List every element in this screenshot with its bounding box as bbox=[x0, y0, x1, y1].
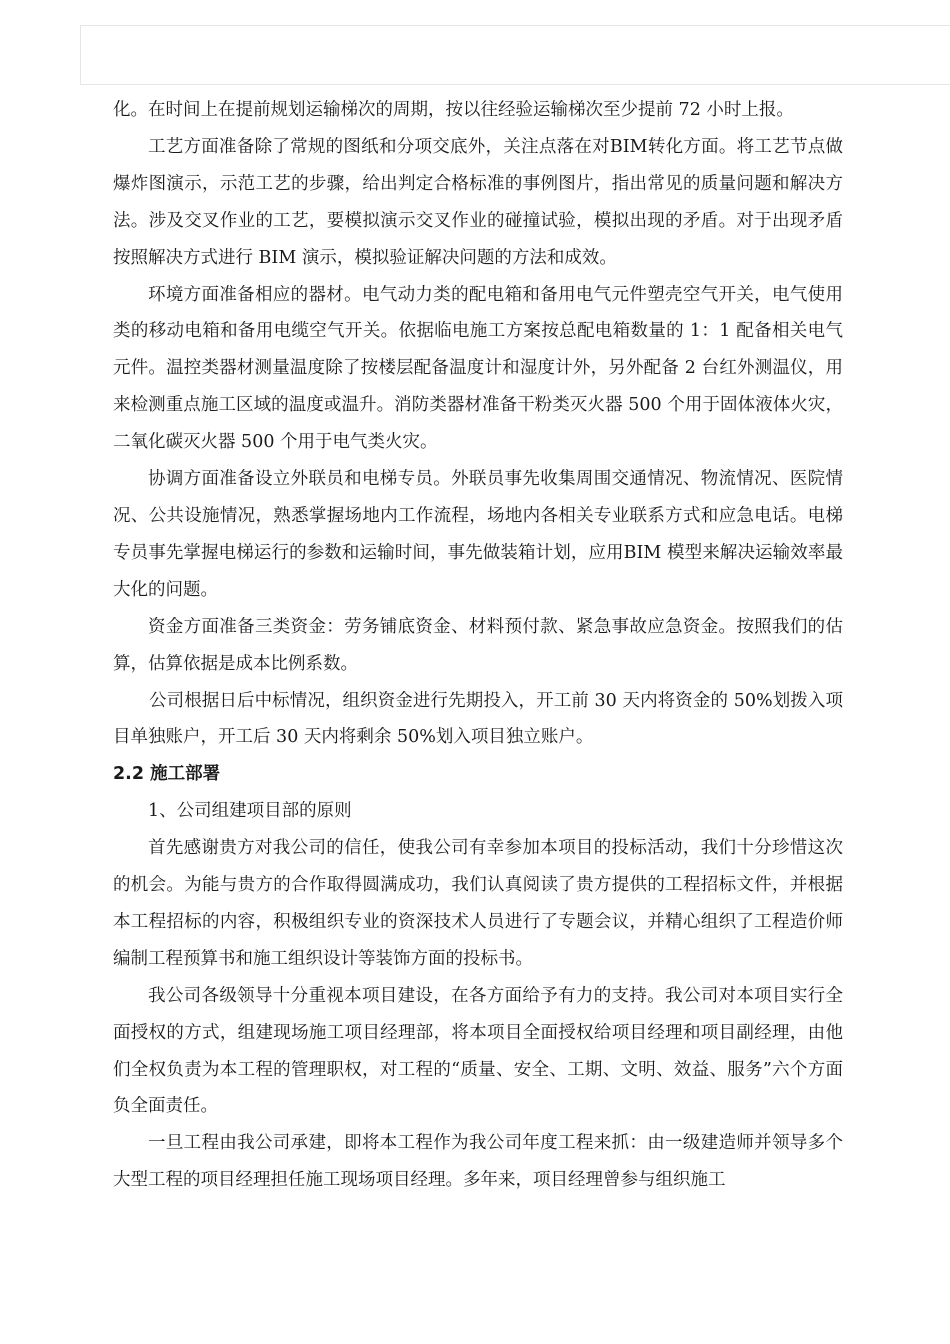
paragraph-leadership: 我公司各级领导十分重视本项目建设，在各方面给予有力的支持。我公司对本项目实行全面授权的方式，组建现场施工项目经理部，将本项目全面授权给项目经理和项目副经理，由他们全权负责为本工程的管理职权，对工程的“质量、安全、工期、文明、效益、服务”六个方面负全面责任。 bbox=[113, 985, 843, 1117]
paragraph-coordination-prep: 协调方面准备设立外联员和电梯专员。外联员事先收集周围交通情况、物流情况、医院情况、公共设施情况，熟悉掌握场地内工作流程，场地内各相关专业联系方式和应急电话。电梯专员事先掌握电梯运行的参数和运输时间，事先做装箱计划，应用BIM 模型来解决运输效率最大化的问题。 bbox=[113, 469, 843, 600]
paragraph-continuation: 化。在时间上在提前规划运输梯次的周期，按以往经验运输梯次至少提前 72 小时上报。 bbox=[113, 100, 794, 120]
paragraph-funding-investment: 公司根据日后中标情况，组织资金进行先期投入，开工前 30 天内将资金的 50%划拨入项目单独账户，开工后 30 天内将剩余 50%划入项目独立账户。 bbox=[113, 690, 843, 748]
paragraph-gratitude: 首先感谢贵方对我公司的信任，使我公司有幸参加本项目的投标活动，我们十分珍惜这次的机会。为能与贵方的合作取得圆满成功，我们认真阅读了贵方提供的工程招标文件，并根据本工程招标的内容，积极组织专业的资深技术人员进行了专题会议，并精心组织了工程造价师编制工程预算书和施工组织设计等装饰方面的投标书。 bbox=[113, 838, 843, 969]
section-heading: 2.2 施工部署 bbox=[113, 764, 221, 785]
subsection-title: 1、公司组建项目部的原则 bbox=[148, 801, 352, 822]
paragraph-undertaking: 一旦工程由我公司承建，即将本工程作为我公司年度工程来抓：由一级建造师并领导多个大型工程的项目经理担任施工现场项目经理。多年来，项目经理曾参与组织施工 bbox=[113, 1133, 843, 1191]
page-header-box bbox=[80, 25, 950, 85]
paragraph-environment-prep: 环境方面准备相应的器材。电气动力类的配电箱和备用电气元件塑壳空气开关，电气使用类的移动电箱和备用电缆空气开关。依据临电施工方案按总配电箱数量的 1：1 配备相关电气元件。温控类器材测量温度除了按楼层配备温度计和湿度计外，另外配备 2 台红外测温仪，用来检测重点施工区域的温度或温升。消防类器材准备干粉类灭火器 500 个用于固体液体火灾，二氧化碳灭火器 500 个用于电气类火灾。 bbox=[113, 284, 843, 453]
paragraph-funding-prep: 资金方面准备三类资金：劳务铺底资金、材料预付款、紧急事故应急资金。按照我们的估算，估算依据是成本比例系数。 bbox=[113, 616, 843, 674]
paragraph-process-prep: 工艺方面准备除了常规的图纸和分项交底外，关注点落在对BIM转化方面。将工艺节点做爆炸图演示，示范工艺的步骤，给出判定合格标准的事例图片，指出常见的质量问题和解决方法。涉及交叉作业的工艺，要模拟演示交叉作业的碰撞试验，模拟出现的矛盾。对于出现矛盾按照解决方式进行 BIM 演示，模拟验证解决问题的方法和成效。 bbox=[113, 136, 843, 268]
document-body bbox=[113, 92, 843, 1199]
